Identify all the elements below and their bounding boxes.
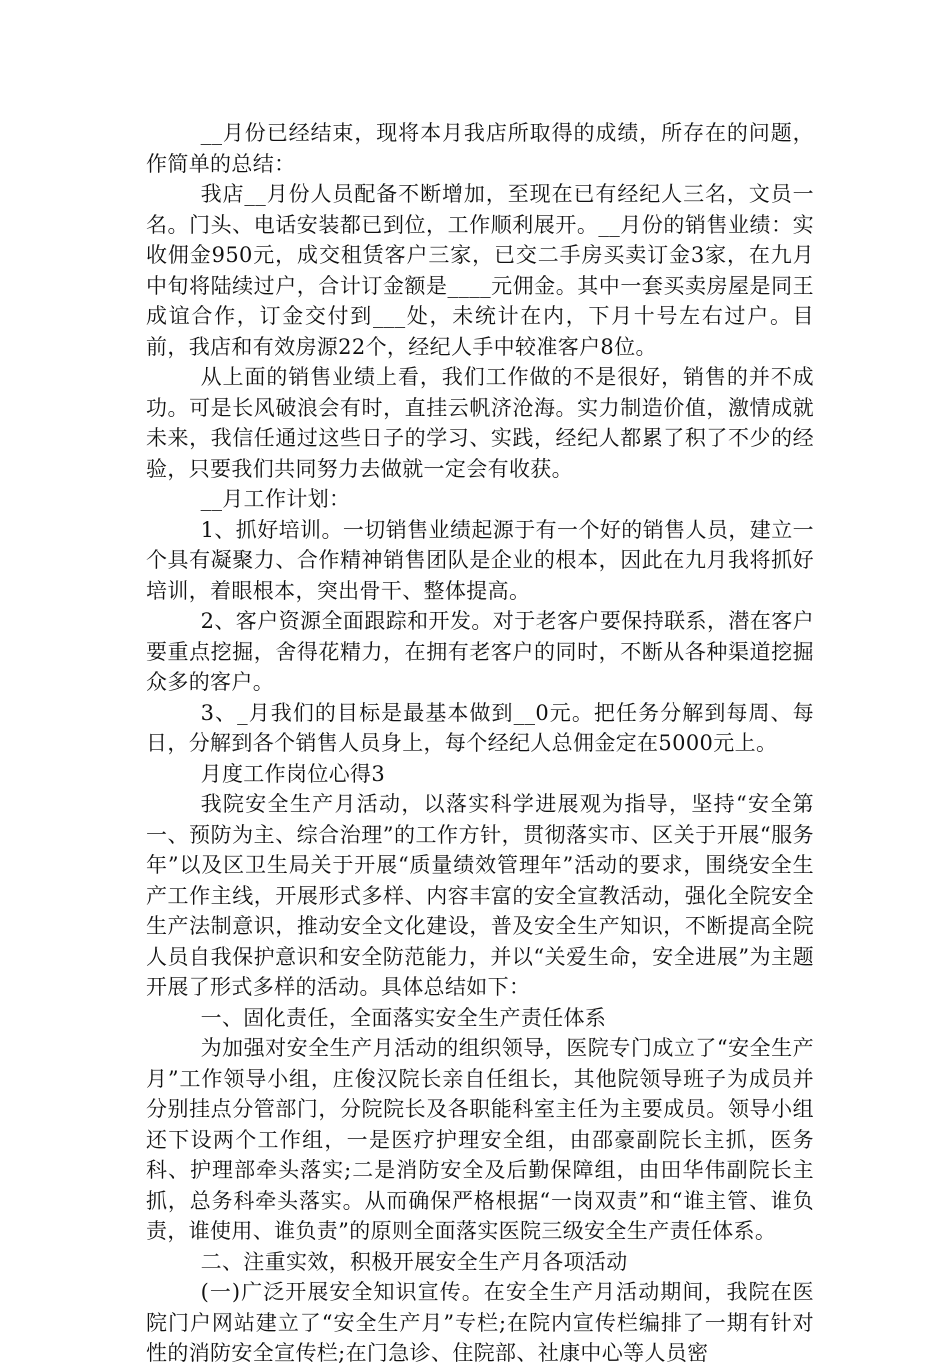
paragraph-intro: __月份已经结束，现将本月我店所取得的成绩，所存在的问题，作简单的总结： <box>146 121 814 176</box>
paragraph-plan-item-1: 1、抓好培训。一切销售业绩起源于有一个好的销售人员，建立一个具有凝聚力、合作精神销售团队是企业的根本，因此在九月我将抓好培训，着眼根本，突出骨干、整体提高。 <box>146 517 814 603</box>
paragraph-plan-item-3: 3、_月我们的目标是最基本做到__0元。把任务分解到每周、每日，分解到各个销售人员身上，每个经纪人总佣金定在5000元上。 <box>146 700 814 755</box>
paragraph-reflection: 从上面的销售业绩上看，我们工作做的不是很好，销售的并不成功。可是长风破浪会有时，直挂云帆济沧海。实力制造价值，激情成就未来，我信任通过这些日子的学习、实践，经纪人都累了积了不少的经验，只要我们共同努力去做就一定会有收获。 <box>146 365 814 481</box>
paragraph-responsibility: 为加强对安全生产月活动的组织领导，医院专门成立了“安全生产月”工作领导小组，庄俊汉院长亲自任组长，其他院领导班子为成员并分别挂点分管部门，分院院长及各职能科室主任为主要成员。领导小组还下设两个工作组，一是医疗护理安全组，由邵豪副院长主抓，医务科、护理部牵头落实;二是消防安全及后勤保障组，由田华伟副院长主抓，总务科牵头落实。从而确保严格根据“一岗双责”和“谁主管、谁负责，谁使用、谁负责”的原则全面落实医院三级安全生产责任体系。 <box>146 1036 814 1243</box>
document-body <box>146 118 814 1369</box>
paragraph-plan-item-2: 2、客户资源全面跟踪和开发。对于老客户要保持联系，潜在客户要重点挖掘，舍得花精力，在拥有老客户的同时，不断从各种渠道挖掘众多的客户。 <box>146 609 814 694</box>
heading-section-1: 一、固化责任，全面落实安全生产责任体系 <box>200 1005 607 1030</box>
paragraph-publicity: (一)广泛开展安全知识宣传。在安全生产月活动期间，我院在医院门户网站建立了“安全生产月”专栏;在院内宣传栏编排了一期有针对性的消防安全宣传栏;在门急诊、住院部、社康中心等人员密 <box>146 1280 814 1365</box>
paragraph-safety-intro: 我院安全生产月活动，以落实科学进展观为指导，坚持“安全第一、预防为主、综合治理”的工作方针，贯彻落实市、区关于开展“服务年”以及区卫生局关于开展“质量绩效管理年”活动的要求，围绕安全生产工作主线，开展形式多样、内容丰富的安全宣教活动，强化全院安全生产法制意识，推动安全文化建设，普及安全生产知识，不断提高全院人员自我保护意识和安全防范能力，并以“关爱生命，安全进展”为主题开展了形式多样的活动。具体总结如下： <box>146 792 814 999</box>
heading-section-2: 二、注重实效，积极开展安全生产月各项活动 <box>200 1249 628 1274</box>
paragraph-plan-heading: __月工作计划： <box>200 487 351 511</box>
paragraph-staff-and-sales: 我店__月份人员配备不断增加，至现在已有经纪人三名，文员一名。门头、电话安装都已到位，工作顺利展开。__月份的销售业绩：实收佣金950元，成交租赁客户三家，已交二手房买卖订金3家，在九月中旬将陆续过户，合计订金额是____元佣金。其中一套买卖房屋是同王成谊合作，订金交付到___处，未统计在内，下月十号左右过户。目前，我店和有效房源22个，经纪人手中较准客户8位。 <box>146 182 814 359</box>
section-title: 月度工作岗位心得3 <box>200 761 386 786</box>
